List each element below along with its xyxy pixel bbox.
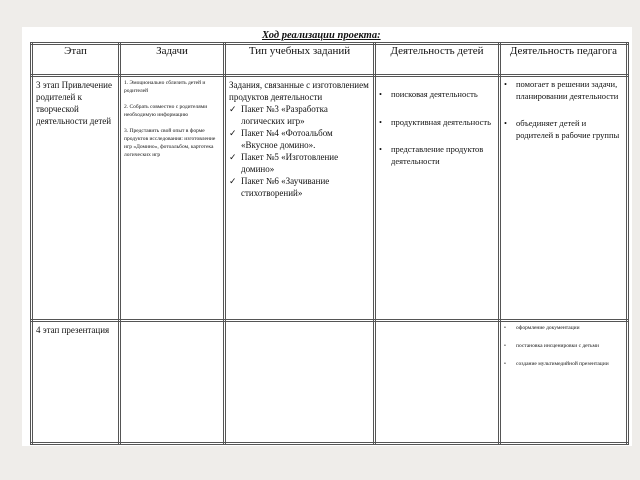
teacher-activity-cell — [500, 321, 628, 444]
list-item: ✓ Пакет №3 «Разработка логических игр» — [229, 104, 328, 126]
children-activity-list — [379, 89, 495, 167]
project-table — [30, 42, 629, 445]
assignments-cell — [225, 321, 375, 444]
table-row — [32, 76, 628, 321]
bullet-icon: • — [504, 325, 506, 331]
header-stage: Этап — [32, 44, 120, 76]
tasks-cell — [120, 321, 225, 444]
header-teacher-activity: Деятельность педагога — [500, 44, 628, 76]
tasks-cell — [120, 76, 225, 321]
header-tasks: Задачи — [120, 44, 225, 76]
list-item: • помогает в решении задачи, планировании деятельности — [504, 79, 619, 101]
bullet-icon: • — [504, 118, 507, 128]
check-icon: ✓ — [229, 152, 237, 162]
teacher-activity-list — [504, 79, 623, 141]
list-item: • представление продуктов деятельности — [379, 144, 484, 166]
list-item: ✓ Пакет №4 «Фотоальбом «Вкусное домино». — [229, 128, 333, 150]
list-item: • объединяет детей и родителей в рабочие группы — [504, 118, 620, 140]
task-item: 1. Эмоционально сблизить детей и родителей — [124, 80, 206, 94]
bullet-icon: • — [504, 343, 506, 349]
list-item: ✓ Пакет №6 «Заучивание стихотворений» — [229, 176, 330, 198]
list-item: • оформление документации — [504, 325, 580, 331]
bullet-icon: • — [504, 79, 507, 89]
children-activity-cell — [375, 321, 500, 444]
stage-cell: 4 этап презентация — [32, 321, 120, 444]
list-item: • продуктивная деятельность — [379, 116, 492, 127]
header-assignments: Тип учебных заданий — [225, 44, 375, 76]
check-icon: ✓ — [229, 176, 237, 186]
page-title: Ход реализации проекта: — [262, 30, 381, 41]
teacher-activity-cell — [500, 76, 628, 321]
task-item: 2. Собрать совместно с родителями необходимую информацию — [124, 104, 208, 118]
table-row — [32, 321, 628, 444]
children-activity-cell — [375, 76, 500, 321]
list-item: • поисковая деятельность — [379, 89, 478, 99]
check-icon: ✓ — [229, 104, 237, 114]
stage-cell: 3 этап Привлечение родителей к творческой деятельности детей — [32, 76, 120, 321]
bullet-icon: • — [379, 144, 382, 154]
assignments-cell — [225, 76, 375, 321]
check-icon: ✓ — [229, 128, 237, 138]
bullet-icon: • — [379, 116, 382, 127]
assignments-intro: Задания, связанные с изготовлением продуктов деятельности — [229, 80, 369, 102]
bullet-icon: • — [504, 361, 506, 367]
table-header-row — [32, 44, 628, 76]
assignments-list — [229, 103, 370, 199]
list-item: • постановка инсценировки с детьми — [504, 343, 599, 349]
header-children-activity: Деятельность детей — [375, 44, 500, 76]
teacher-activity-list — [504, 324, 623, 368]
list-item: ✓ Пакет №5 «Изготовление домино» — [229, 152, 339, 174]
list-item: • создание мультимедийной презентации — [504, 361, 609, 367]
bullet-icon: • — [379, 89, 382, 99]
task-item: 3. Представить свой опыт в форме продуктов исследования: изготовление игр «Домино», фотоальбом, картотека логических игр — [124, 128, 216, 158]
